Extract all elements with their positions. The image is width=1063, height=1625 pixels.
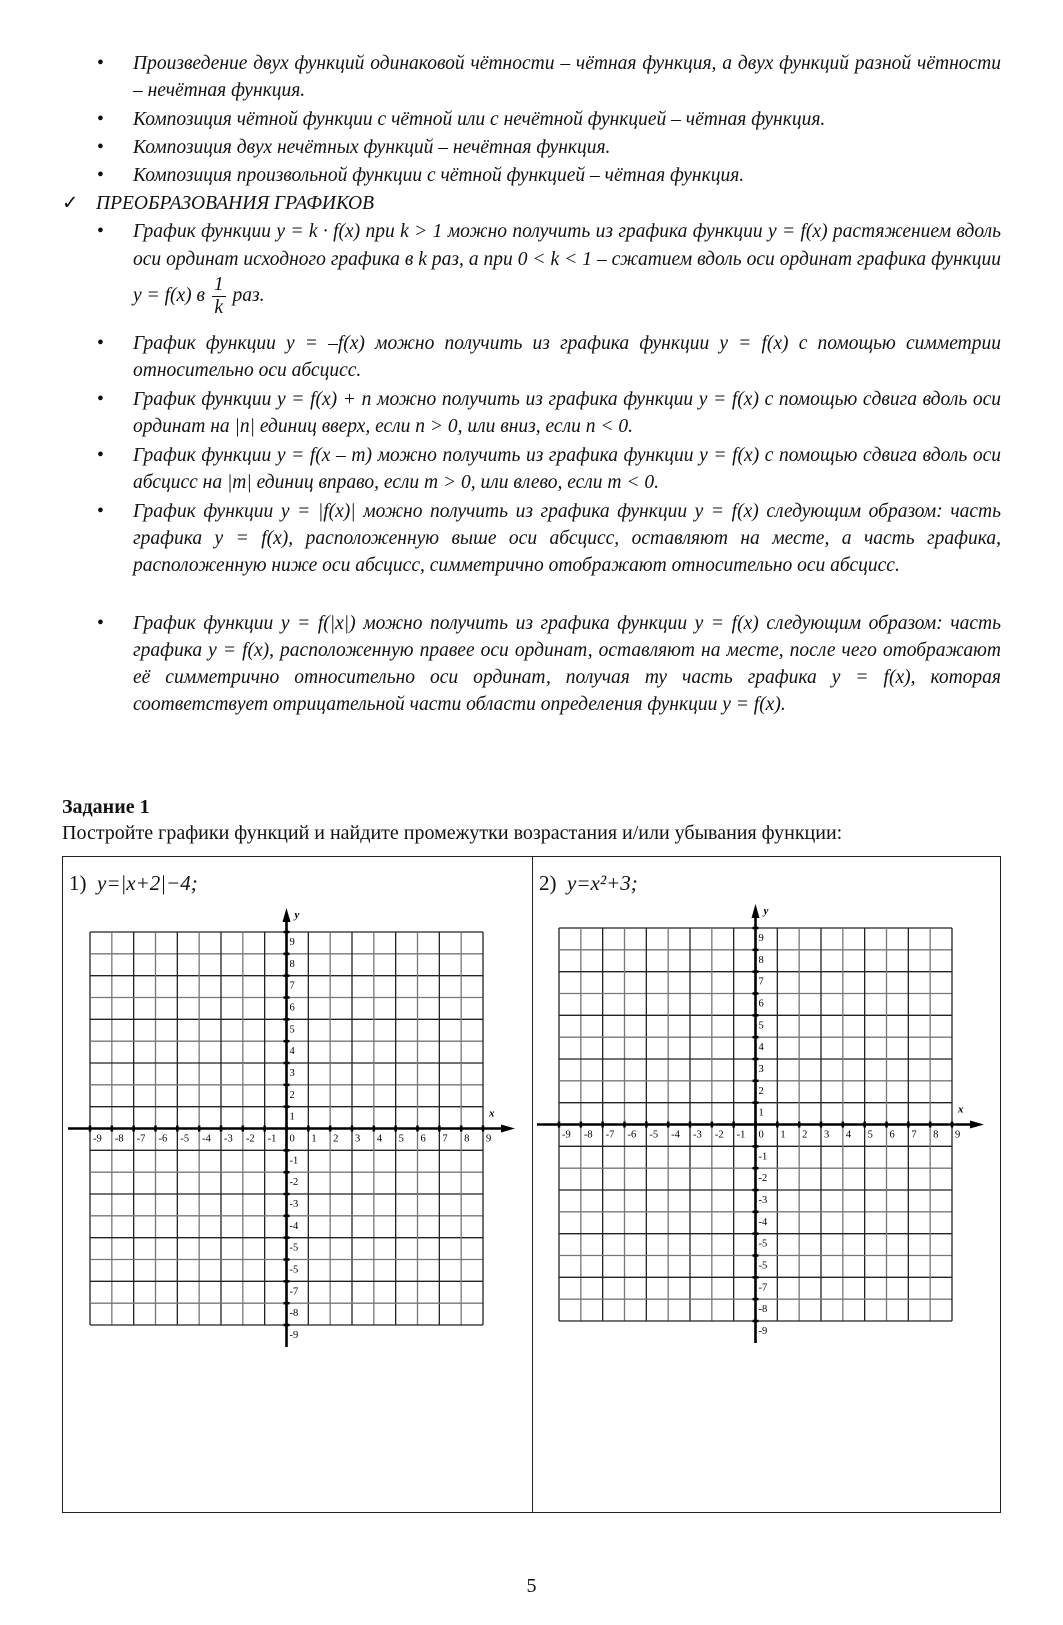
svg-text:-9: -9 <box>758 1326 768 1337</box>
svg-text:1: 1 <box>311 1133 317 1145</box>
task-instruction: Постройте графики функций и найдите промежутки возрастания и/или убывания функции: <box>62 822 843 844</box>
svg-text:x: x <box>958 1103 964 1116</box>
svg-text:5: 5 <box>758 1020 764 1032</box>
svg-text:-1: -1 <box>758 1151 768 1163</box>
rule-text: График функции y = f(|x|) можно получить из графика функции y = f(x) следующим образом: часть графика y = f(x), расположенную правее оси ординат, оставляют на месте, после чего отображают её симметрично относительно оси ординат, получая ту часть графика y = f(x), которая соответствует отрицательной части области определения функции y = f(x). <box>133 613 1001 715</box>
rule-text: График функции y = –f(x) можно получить из графика функции y = f(x) с помощью симметрии относительно оси абсцисс. <box>133 333 1001 381</box>
svg-text:-9: -9 <box>289 1330 299 1341</box>
svg-text:-8: -8 <box>758 1304 768 1316</box>
svg-text:-5: -5 <box>758 1238 768 1250</box>
rule-text: График функции y = k · f(x) при k > 1 можно получить из графика функции y = f(x) растяжением вдоль оси ординат исходного графика в k раз, а при 0 < k < 1 – сжатием вдоль оси ординат графика функции y = f(x) в <box>133 221 1001 306</box>
svg-text:8: 8 <box>933 1129 939 1141</box>
svg-text:5: 5 <box>398 1133 404 1145</box>
svg-text:9: 9 <box>486 1133 492 1145</box>
svg-text:2: 2 <box>758 1085 764 1097</box>
svg-text:-6: -6 <box>627 1129 637 1141</box>
bullet-icon: • <box>97 333 104 354</box>
svg-text:3: 3 <box>758 1064 764 1075</box>
exercise-formula: y=x²+3; <box>567 871 638 895</box>
svg-text:-7: -7 <box>605 1129 615 1141</box>
rule-text: Композиция двух нечётных функций – нечётная функция. <box>133 137 611 158</box>
svg-text:3: 3 <box>289 1068 295 1079</box>
svg-text:7: 7 <box>911 1129 917 1141</box>
svg-text:3: 3 <box>824 1129 830 1141</box>
svg-text:-9: -9 <box>93 1133 102 1145</box>
rule-text: График функции y = f(x) + n можно получить из графика функции y = f(x) с помощью сдвига вдоль оси ординат на |n| единиц вверх, если n > 0, или вниз, если n < 0. <box>133 389 1001 437</box>
svg-text:1: 1 <box>780 1129 786 1141</box>
svg-text:-5: -5 <box>758 1260 768 1272</box>
svg-text:-5: -5 <box>289 1242 299 1254</box>
svg-text:6: 6 <box>758 998 764 1010</box>
svg-text:y: y <box>294 909 300 921</box>
rule-text-end: раз. <box>232 284 265 306</box>
svg-text:4: 4 <box>758 1042 764 1054</box>
x-axis-arrow-icon <box>970 1121 984 1129</box>
svg-text:-9: -9 <box>562 1129 571 1141</box>
bullet-icon: • <box>97 389 104 410</box>
rule-text: Композиция произвольной функции с чётной функцией – чётная функция. <box>133 165 745 186</box>
svg-text:-5: -5 <box>289 1264 299 1276</box>
svg-text:-2: -2 <box>289 1177 299 1189</box>
bullet-icon: • <box>97 165 104 186</box>
svg-text:2: 2 <box>289 1089 295 1101</box>
svg-text:4: 4 <box>289 1046 295 1058</box>
svg-text:9: 9 <box>289 937 295 948</box>
task-title: Задание 1 <box>62 796 150 818</box>
svg-text:y: y <box>763 905 769 917</box>
svg-text:5: 5 <box>289 1024 295 1036</box>
svg-text:-3: -3 <box>289 1199 299 1210</box>
bullet-icon: • <box>97 221 104 242</box>
svg-text:-1: -1 <box>736 1129 746 1141</box>
svg-text:-2: -2 <box>245 1133 255 1145</box>
svg-text:7: 7 <box>758 976 764 988</box>
svg-text:-4: -4 <box>671 1129 680 1141</box>
svg-text:8: 8 <box>464 1133 470 1145</box>
bullet-icon: • <box>97 445 104 466</box>
svg-text:-8: -8 <box>289 1308 299 1320</box>
svg-text:-4: -4 <box>289 1220 299 1232</box>
bullet-icon: • <box>97 137 104 158</box>
bullet-icon: • <box>97 53 104 74</box>
svg-text:4: 4 <box>845 1129 852 1141</box>
svg-text:-7: -7 <box>758 1282 768 1294</box>
rule-text: Композиция чётной функции с чётной или с нечётной функцией – чётная функция. <box>133 109 826 130</box>
section-title: ПРЕОБРАЗОВАНИЯ ГРАФИКОВ <box>96 193 375 214</box>
page-number: 5 <box>526 1575 537 1597</box>
svg-text:0: 0 <box>758 1129 764 1141</box>
svg-text:6: 6 <box>289 1002 295 1014</box>
svg-text:-3: -3 <box>693 1129 702 1141</box>
svg-text:7: 7 <box>289 980 295 992</box>
exercise-number: 2) <box>539 871 557 895</box>
svg-text:6: 6 <box>889 1129 895 1141</box>
svg-text:4: 4 <box>376 1133 383 1145</box>
svg-text:-2: -2 <box>714 1129 724 1141</box>
svg-text:1: 1 <box>758 1107 764 1119</box>
bullet-icon: • <box>97 109 104 130</box>
svg-text:8: 8 <box>758 954 764 966</box>
exercise-formula: y=|x+2|−4; <box>97 871 198 895</box>
rule-text: Произведение двух функций одинаковой чётности – чётная функция, а двух функций разной чётности – нечётная функция. <box>133 53 1001 101</box>
svg-text:5: 5 <box>867 1129 873 1141</box>
svg-text:-3: -3 <box>224 1133 233 1145</box>
svg-text:2: 2 <box>333 1133 339 1145</box>
svg-text:-6: -6 <box>158 1133 168 1145</box>
bullet-icon: • <box>97 613 104 634</box>
checkmark-icon: ✓ <box>62 193 79 214</box>
svg-text:-4: -4 <box>202 1133 211 1145</box>
y-axis-arrow-icon <box>752 904 760 918</box>
svg-text:-2: -2 <box>758 1173 768 1185</box>
svg-text:-7: -7 <box>136 1133 146 1145</box>
svg-text:-3: -3 <box>758 1195 768 1206</box>
fraction-denominator: k <box>214 297 224 318</box>
svg-text:3: 3 <box>355 1133 361 1145</box>
rule-text: График функции y = |f(x)| можно получить из графика функции y = f(x) следующим образом: часть графика y = f(x), расположенную выше оси абсцисс, оставляют на месте, а часть графика, расположенную ниже оси абсцисс, симметрично отображают относительно оси абсцисс. <box>133 501 1001 576</box>
svg-text:6: 6 <box>420 1133 426 1145</box>
fraction-numerator: 1 <box>213 274 224 295</box>
svg-text:2: 2 <box>802 1129 808 1141</box>
svg-text:8: 8 <box>289 958 295 970</box>
svg-text:-8: -8 <box>583 1129 593 1141</box>
svg-text:0: 0 <box>289 1133 295 1145</box>
svg-text:-1: -1 <box>289 1155 299 1167</box>
svg-text:-1: -1 <box>267 1133 277 1145</box>
svg-text:-5: -5 <box>180 1133 190 1145</box>
exercise-number: 1) <box>69 871 87 895</box>
rule-text: График функции y = f(x – m) можно получить из графика функции y = f(x) с помощью сдвига вдоль оси абсцисс на |m| единиц вправо, если m > 0, или влево, если m < 0. <box>133 445 1001 493</box>
svg-text:9: 9 <box>955 1129 961 1141</box>
svg-text:x: x <box>489 1107 495 1120</box>
svg-text:1: 1 <box>289 1111 295 1123</box>
svg-text:9: 9 <box>758 933 764 944</box>
svg-text:-4: -4 <box>758 1216 768 1228</box>
svg-text:-5: -5 <box>649 1129 659 1141</box>
svg-text:7: 7 <box>442 1133 448 1145</box>
bullet-icon: • <box>97 501 104 522</box>
svg-text:-7: -7 <box>289 1286 299 1298</box>
svg-text:-8: -8 <box>114 1133 124 1145</box>
